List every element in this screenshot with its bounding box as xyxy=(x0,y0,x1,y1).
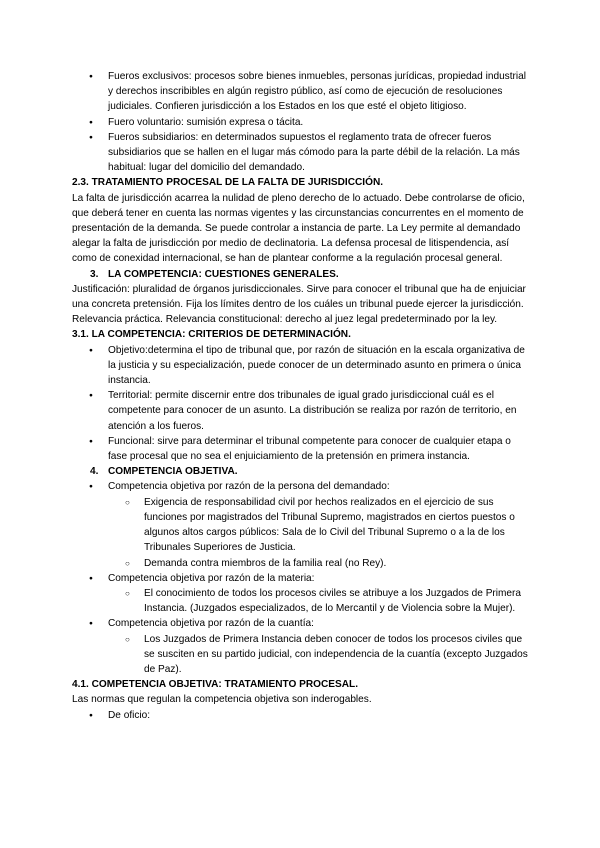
sub-list xyxy=(108,495,530,571)
section-heading-4 xyxy=(72,464,530,479)
sub-list-item: ○ Demanda contra miembros de la familia real (no Rey). xyxy=(108,556,530,571)
page-content xyxy=(72,69,530,723)
sub-list-item: ○ El conocimiento de todos los procesos civiles se atribuye a los Juzgados de Primera Instancia. (Juzgados especializados, de lo Mercantil y de Violencia sobre la Mujer). xyxy=(108,586,530,616)
section-number-4: 4. xyxy=(90,466,99,478)
jurisdiction-fueros-list xyxy=(72,69,530,175)
section-title-4: COMPETENCIA OBJETIVA. xyxy=(108,466,238,478)
section-body-4-1: Las normas que regulan la competencia objetiva son inderogables. xyxy=(72,694,372,706)
sub-list xyxy=(108,586,530,616)
list-item-materia xyxy=(72,571,530,617)
section-body-2-3: La falta de jurisdicción acarrea la nulidad de pleno derecho de lo actuado. Debe controlarse de oficio, que deberá tener en cuenta las normas vigentes y las circunstancias concurrentes en el momento de presentación de la demanda. Se puede controlar a instancia de parte. La Ley permite al demandado alegar la falta de jurisdicción por medio de declinatoria. La defensa procesal de litispendencia, así como de conexidad internacional, se han de plantear conforme a la regulación procesal general. xyxy=(72,192,525,265)
list-item-de-oficio: ● De oficio: xyxy=(72,708,530,723)
list-item-label: Competencia objetiva por razón de la cuantía: xyxy=(108,618,314,630)
section-heading-2-3: 2.3. TRATAMIENTO PROCESAL DE LA FALTA DE JURISDICCIÓN. xyxy=(72,177,384,189)
list-item-cuantia xyxy=(72,616,530,677)
list-item-objetivo: ● Objetivo:determina el tipo de tribunal que, por razón de situación en la escala organizativa de la justicia y su especialización, puede conocer de un determinado asunto en primera o única instancia. xyxy=(72,343,530,389)
criteria-list xyxy=(72,343,530,465)
section-number-3: 3. xyxy=(90,268,99,280)
section-title-3: LA COMPETENCIA: CUESTIONES GENERALES. xyxy=(108,268,339,280)
list-item-fueros-subsidiarios: ● Fueros subsidiarios: en determinados supuestos el reglamento trata de ofrecer fueros subsidiarios que se hallen en el lugar más cómodo para la parte débil de la relación. La más habitual: lugar del domicilio del demandado. xyxy=(72,130,530,176)
list-item-persona xyxy=(72,479,530,570)
list-item-label: Competencia objetiva por razón de la persona del demandado: xyxy=(108,481,390,493)
competencia-objetiva-list xyxy=(72,479,530,677)
section-heading-4-1: 4.1. COMPETENCIA OBJETIVA: TRATAMIENTO PROCESAL. xyxy=(72,679,359,691)
list-item-territorial: ● Territorial: permite discernir entre dos tribunales de igual grado jurisdiccional cuál es el competente para conocer de un asunto. La distribución se realiza por razón de territorio, en atención a los fueros. xyxy=(72,388,530,434)
tratamiento-list xyxy=(72,708,530,723)
section-body-3: Justificación: pluralidad de órganos jurisdiccionales. Sirve para conocer el tribunal que ha de enjuiciar una concreta pretensión. Fija los límites dentro de los cuáles un tribunal puede ejercer la jurisdicción. Relevancia práctica. Relevancia constitucional: derecho al juez legal predeterminado por la ley. xyxy=(72,283,526,326)
section-heading-3 xyxy=(72,267,530,282)
list-item-fueros-exclusivos: ● Fueros exclusivos: procesos sobre bienes inmuebles, personas jurídicas, propiedad industrial y derechos inscribibles en algún registro público, así como de ejecución de resoluciones judiciales. Confieren jurisdicción a los Estados en los que esté el objeto litigioso. xyxy=(72,69,530,115)
section-heading-3-1: 3.1. LA COMPETENCIA: CRITERIOS DE DETERMINACIÓN. xyxy=(72,329,351,341)
list-item-funcional: ● Funcional: sirve para determinar el tribunal competente para conocer de cualquier etapa o fase procesal que no sea el enjuiciamiento de la pretensión en primera instancia. xyxy=(72,434,530,464)
list-item-fuero-voluntario: ● Fuero voluntario: sumisión expresa o tácita. xyxy=(72,115,530,130)
sub-list-item: ○ Los Juzgados de Primera Instancia deben conocer de todos los procesos civiles que se susciten en su partido judicial, con independencia de la cuantía (excepto Juzgados de Paz). xyxy=(108,632,530,678)
sub-list-item: ○ Exigencia de responsabilidad civil por hechos realizados en el ejercicio de sus funciones por magistrados del Tribunal Supremo, magistrados en ciertos puestos o algunos altos cargos públicos: Sala de lo Civil del Tribunal Supremo o a la de los Tribunales Superiores de Justicia. xyxy=(108,495,530,556)
sub-list xyxy=(108,632,530,678)
list-item-label: Competencia objetiva por razón de la materia: xyxy=(108,572,315,584)
